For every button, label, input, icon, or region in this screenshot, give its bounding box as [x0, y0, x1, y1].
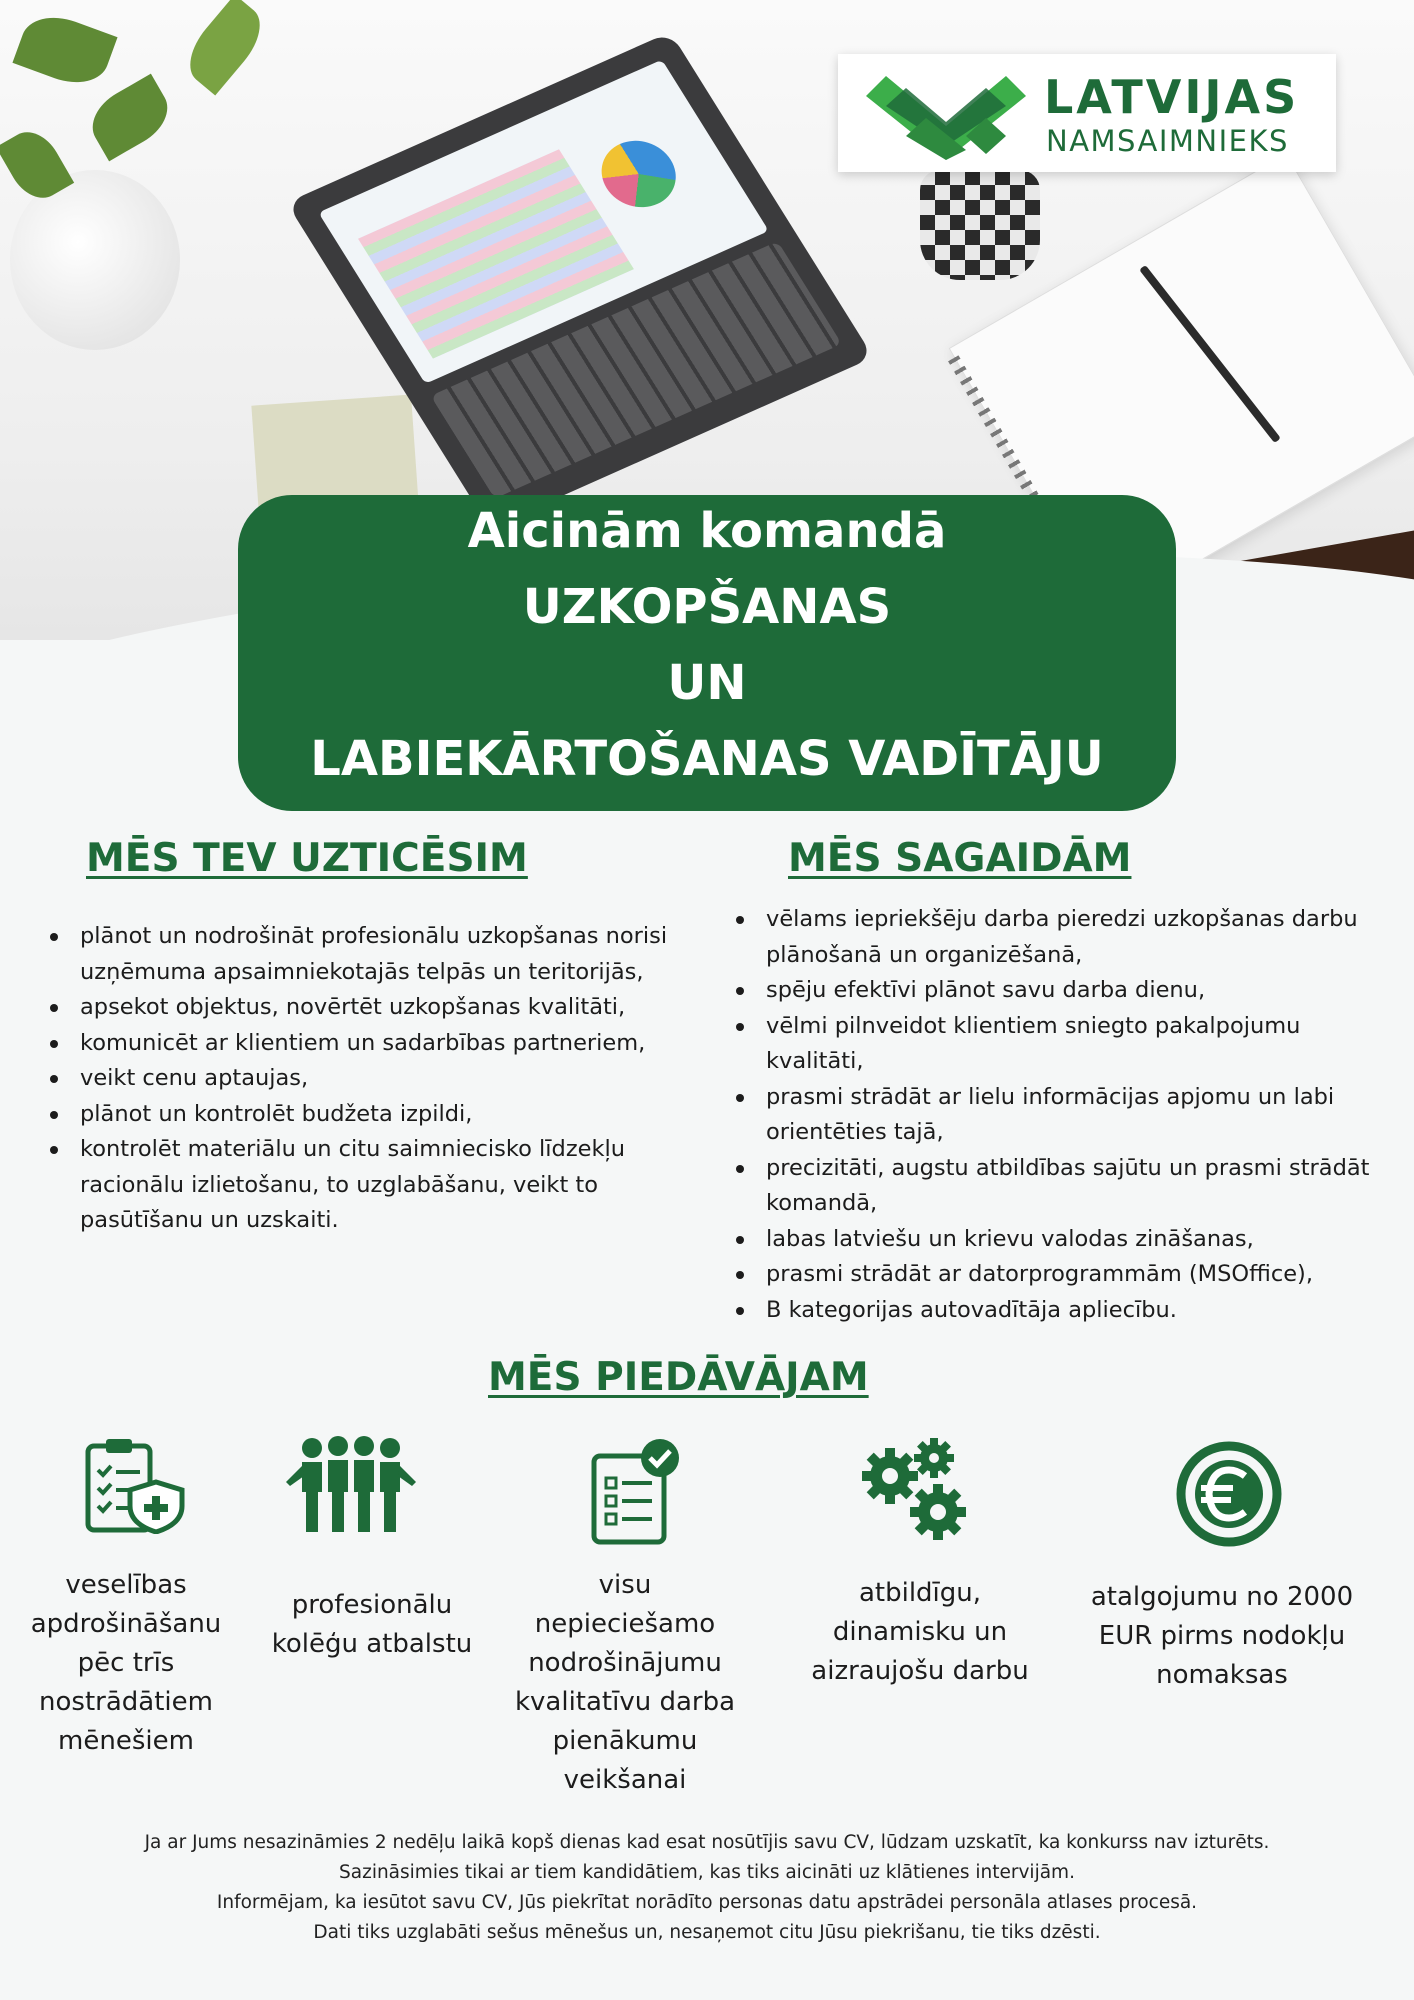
banner-line-2: UZKOPŠANAS: [522, 579, 892, 635]
logo-mark-icon: [866, 66, 1026, 160]
footer-line-4: Dati tiks uzglabāti sešus mēnešus un, nesaņemot citu Jūsu piekrišanu, tie tiks dzēsti.: [313, 1922, 1101, 1943]
requirements-list: [734, 902, 1394, 1328]
list-item: kontrolēt materiālu un citu saimniecisko līdzekļu racionālu izlietošanu, to uzglabāšanu, veikt to pasūtīšanu un uzskaiti.: [48, 1132, 698, 1239]
list-item: plānot un nodrošināt profesionālu uzkopšanas norisi uzņēmuma apsaimniekotajās telpās un teritorijās,: [48, 919, 698, 990]
footer-line-3: Informējam, ka iesūtot savu CV, Jūs piekrītat norādīto personas datu apstrādei personāla atlases procesā.: [216, 1892, 1198, 1913]
list-item: B kategorijas autovadītāja apliecību.: [734, 1293, 1394, 1329]
list-item: prasmi strādāt ar lielu informācijas apjomu un labi orientēties tajā,: [734, 1080, 1394, 1151]
banner-line-1: Aicinām komandā: [467, 503, 947, 559]
heading-we-trust-you: MĒS TEV UZTICĒSIM: [86, 836, 528, 881]
responsibilities-list: [48, 919, 698, 1239]
footer-notice: [40, 1828, 1374, 1948]
list-item: komunicēt ar klientiem un sadarbības partneriem,: [48, 1026, 698, 1062]
team-icon: [286, 1436, 416, 1534]
banner-line-3: UN: [667, 655, 747, 711]
list-item: precizitāti, augstu atbildības sajūtu un prasmi strādāt komandā,: [734, 1151, 1394, 1222]
list-item: vēlmi pilnveidot klientiem sniegto pakalpojumu kvalitāti,: [734, 1009, 1394, 1080]
company-logo: [838, 54, 1336, 172]
title-banner: [238, 495, 1176, 811]
heading-we-offer: MĒS PIEDĀVĀJAM: [488, 1355, 869, 1400]
health-insurance-icon: [84, 1436, 186, 1534]
leaf-image: [82, 74, 179, 162]
heading-we-expect: MĒS SAGAIDĀM: [788, 836, 1132, 881]
list-item: prasmi strādāt ar datorprogrammām (MSOffice),: [734, 1257, 1394, 1293]
checklist-icon: [588, 1438, 682, 1546]
offer-salary: atalgojumu no 2000 EUR pirms nodokļu nomaksas: [1090, 1582, 1354, 1690]
offer-health-insurance: veselības apdrošināšanu pēc trīs nostrādātiem mēnešiem: [30, 1570, 222, 1756]
offer-equipment: visu nepieciešamo nodrošinājumu kvalitatīvu darba pienākumu veikšanai: [514, 1570, 736, 1795]
logo-name-bottom: NAMSAIMNIEKS: [1046, 124, 1289, 158]
footer-line-2: Sazināsimies tikai ar tiem kandidātiem, kas tiks aicināti uz klātienes intervijām.: [339, 1862, 1075, 1883]
list-item: plānot un kontrolēt budžeta izpildi,: [48, 1097, 698, 1133]
list-item: vēlams iepriekšēju darba pieredzi uzkopšanas darbu plānošanā un organizēšanā,: [734, 902, 1394, 973]
leaf-image: [177, 0, 273, 96]
mug-image: [920, 170, 1040, 280]
pie-chart-image: [588, 130, 689, 218]
offer-dynamic-work: atbildīgu, dinamisku un aizraujošu darbu: [811, 1578, 1029, 1686]
banner-line-4: LABIEKĀRTOŠANAS VADĪTĀJU: [310, 731, 1104, 787]
logo-name-top: LATVIJAS: [1044, 70, 1300, 124]
list-item: spēju efektīvi plānot savu darba dienu,: [734, 973, 1394, 1009]
list-item: veikt cenu aptaujas,: [48, 1061, 698, 1097]
euro-icon: [1175, 1440, 1283, 1548]
footer-line-1: Ja ar Jums nesazināmies 2 nedēļu laikā kopš dienas kad esat nosūtījis savu CV, lūdzam uzskatīt, ka konkurss nav izturēts.: [144, 1832, 1270, 1853]
list-item: apsekot objektus, novērtēt uzkopšanas kvalitāti,: [48, 990, 698, 1026]
offer-colleague-support: profesionālu kolēģu atbalstu: [271, 1590, 473, 1659]
list-item: labas latviešu un krievu valodas zināšanas,: [734, 1222, 1394, 1258]
gears-icon: [860, 1436, 970, 1544]
leaf-image: [12, 6, 117, 93]
